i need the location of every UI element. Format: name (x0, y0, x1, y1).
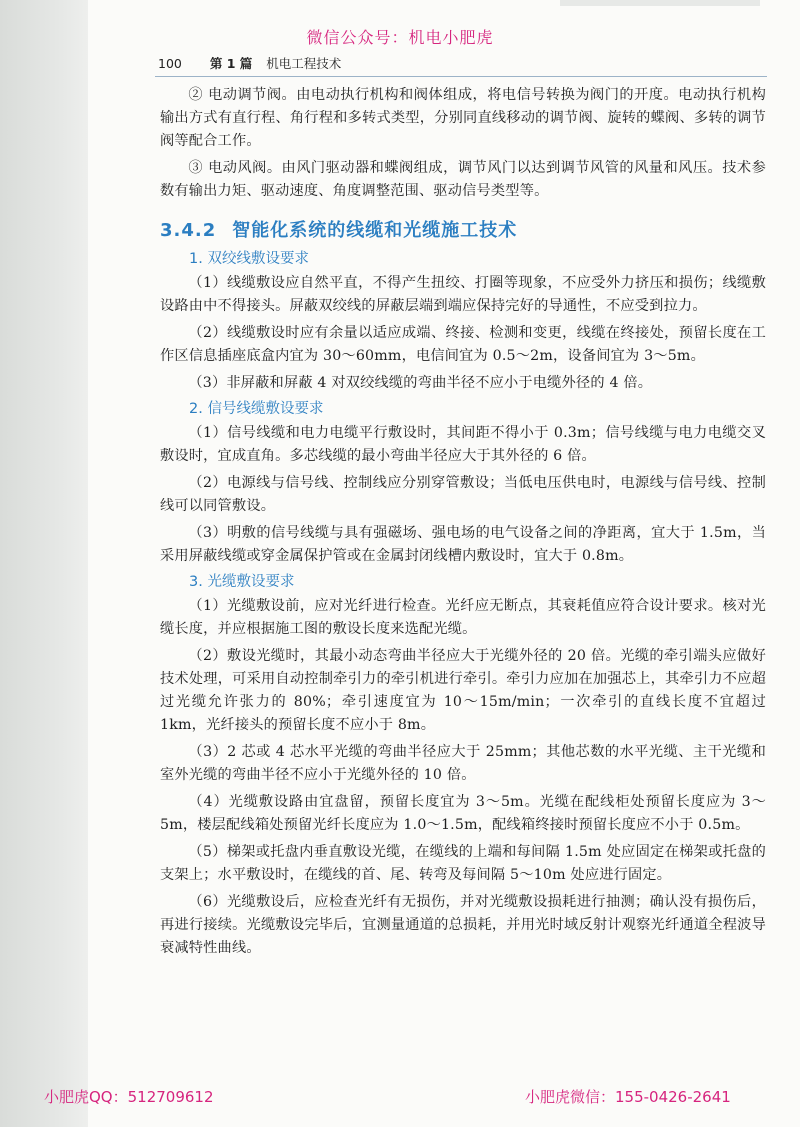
watermark-wechat: 小肥虎微信：155-0426-2641 (525, 1088, 731, 1106)
body-paragraph: （1）信号线缆和电力电缆平行敷设时，其间距不得小于 0.3m；信号线缆与电力电缆交叉敷设时，宜成直角。多芯线缆的最小弯曲半径应大于其外径的 6 倍。 (160, 425, 766, 464)
body-paragraph: （4）光缆敷设路由宜盘留，预留长度宜为 3～5m。光缆在配线柜处预留长度应为 3～5m，楼层配线箱处预留光纤长度应为 1.0～1.5m，配线箱终接时预留长度应不小于 0.5m。 (160, 794, 766, 833)
body-paragraph: （6）光缆敷设后，应检查光纤有无损伤，并对光缆敷设损耗进行抽测；确认没有损伤后，再进行接续。光缆敷设完毕后，宜测量通道的总损耗，并用光时域反射计观察光纤通道全程波导衰减特性曲线。 (160, 894, 766, 956)
header-rule (155, 76, 767, 77)
body-paragraph: （2）电源线与信号线、控制线应分别穿管敷设；当低电压供电时，电源线与信号线、控制线可以同管敷设。 (160, 475, 766, 514)
page-edge-shadow (0, 0, 88, 1127)
body-paragraph: （3）2 芯或 4 芯水平光缆的弯曲半径应大于 25mm；其他芯数的水平光缆、主干光缆和室外光缆的弯曲半径不应小于光缆外径的 10 倍。 (160, 744, 766, 783)
section-title-text: 智能化系统的线缆和光缆施工技术 (232, 220, 518, 241)
section-number: 3.4.2 (160, 220, 217, 241)
part-label: 第 1 篇 (209, 56, 253, 71)
body-paragraph: （1）光缆敷设前，应对光纤进行检查。光纤应无断点，其衰耗值应符合设计要求。核对光缆长度，并应根据施工图的敷设长度来选配光缆。 (160, 598, 766, 637)
watermark-top: 微信公众号：机电小肥虎 (306, 28, 494, 47)
subsection-title: 1. 双绞线敷设要求 (189, 251, 309, 267)
part-title: 机电工程技术 (266, 56, 342, 71)
page-number: 100 (158, 56, 182, 71)
body-paragraph: （3）明敷的信号线缆与具有强磁场、强电场的电气设备之间的净距离，宜大于 1.5m，当采用屏蔽线缆或穿金属保护管或在金属封闭线槽内敷设时，宜大于 0.8m。 (160, 525, 766, 564)
body-paragraph: （3）非屏蔽和屏蔽 4 对双绞线缆的弯曲半径不应小于电缆外径的 4 倍。 (188, 375, 653, 391)
body-paragraph: ③ 电动风阀。由风门驱动器和蝶阀组成，调节风门以达到调节风管的风量和风压。技术参数有输出力矩、驱动速度、角度调整范围、驱动信号类型等。 (160, 160, 766, 199)
subsection-title: 3. 光缆敷设要求 (189, 574, 295, 590)
section-title (160, 219, 766, 242)
top-edge-strip (560, 0, 760, 6)
body-paragraph: （1）线缆敷设应自然平直，不得产生扭绞、打圈等现象，不应受外力挤压和损伤；线缆敷设路由中不得接头。屏蔽双绞线的屏蔽层端到端应保持完好的导通性，不应受到拉力。 (160, 275, 766, 314)
body-paragraph: （2）敷设光缆时，其最小动态弯曲半径应大于光缆外径的 20 倍。光缆的牵引端头应做好技术处理，可采用自动控制牵引力的牵引机进行牵引。牵引力应加在加强芯上，其牵引力不应超过光缆允许张力的 80%；牵引速度宜为 10～15m/min；一次牵引的直线长度不宜超过 1km，光纤接头的预留长度不应小于 8m。 (160, 648, 766, 733)
page-content (160, 84, 766, 960)
body-paragraph: ② 电动调节阀。由电动执行机构和阀体组成，将电信号转换为阀门的开度。电动执行机构输出方式有直行程、角行程和多转式类型，分别同直线移动的调节阀、旋转的蝶阀、多转的调节阀等配合工作。 (160, 87, 766, 149)
watermark-qq: 小肥虎QQ：512709612 (44, 1088, 214, 1106)
subsection-title: 2. 信号线缆敷设要求 (189, 401, 324, 417)
body-paragraph: （5）梯架或托盘内垂直敷设光缆，在缆线的上端和每间隔 1.5m 处应固定在梯架或托盘的支架上；水平敷设时，在缆线的首、尾、转弯及每间隔 5～10m 处应进行固定。 (160, 844, 766, 883)
body-paragraph: （2）线缆敷设时应有余量以适应成端、终接、检测和变更，线缆在终接处，预留长度在工作区信息插座底盒内宜为 30～60mm，电信间宜为 0.5～2m，设备间宜为 3～5m。 (160, 325, 766, 364)
running-head (158, 54, 341, 76)
